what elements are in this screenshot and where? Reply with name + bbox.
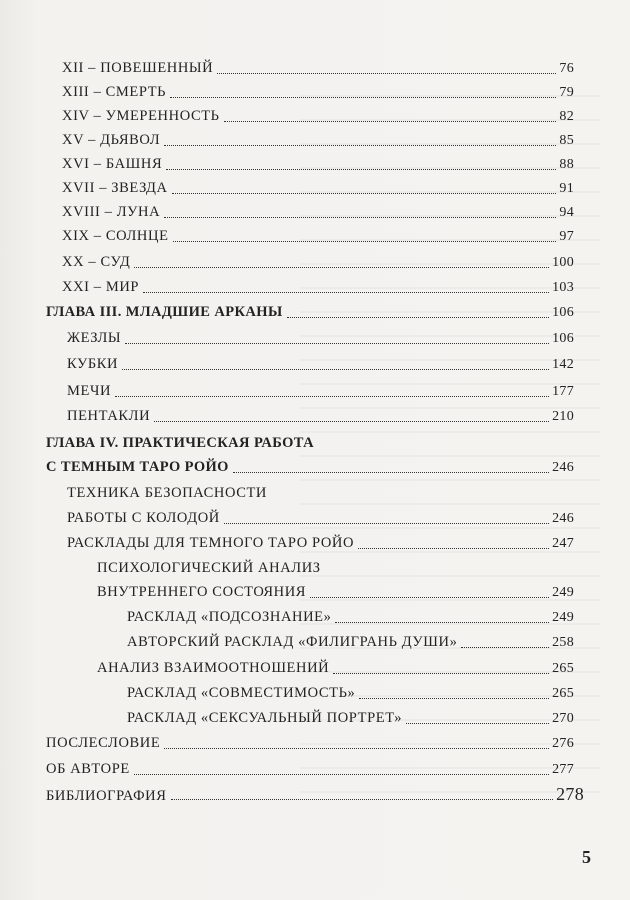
toc-entry-page: 103 [552,280,574,295]
toc-entry-title: XV – ДЬЯВОЛ [62,132,161,148]
page-number: 5 [582,847,591,867]
toc-entry [127,682,574,704]
toc-entry-title: БИБЛИОГРАФИЯ [46,788,167,804]
toc-entry-page: 94 [559,205,574,220]
toc-entry [46,758,574,780]
toc-entry-title: ВНУТРЕННЕГО СОСТОЯНИЯ [97,584,307,600]
toc-entry-page: 142 [552,357,574,372]
toc-entry [46,783,584,805]
toc-chapter-title: ГЛАВА III. МЛАДШИЕ АРКАНЫ [46,304,283,320]
dot-leader [406,723,549,724]
toc-entry [67,380,574,402]
toc-entry-title: XII – ПОВЕШЕННЫЙ [62,60,214,76]
toc-entry-title: ПЕНТАКЛИ [67,408,151,424]
dot-leader [310,597,549,598]
toc-entry-page: 76 [559,61,574,76]
dot-leader [287,317,549,318]
toc-entry-title: РАБОТЫ С КОЛОДОЙ [67,510,220,526]
toc-entry-page: 88 [559,157,574,172]
dot-leader [172,193,557,194]
toc-entry [62,177,574,199]
toc-entry [62,153,574,175]
dot-leader [171,799,554,800]
toc-entry-title: КУБКИ [67,356,119,372]
dot-leader [122,369,549,370]
toc-entry-title: XX – СУД [62,254,131,270]
dot-leader [461,647,549,648]
toc-entry [67,327,574,349]
toc-entry-title: РАСКЛАД «СОВМЕСТИМОСТЬ» [127,685,356,701]
toc-entry-page: 277 [552,762,574,777]
toc-entry [46,732,574,754]
toc-entry-page: 258 [552,635,574,650]
toc-entry [97,581,574,603]
dot-leader [164,217,556,218]
dot-leader [359,698,549,699]
toc-entry-page: 106 [552,331,574,346]
toc-entry-title: XIV – УМЕРЕННОСТЬ [62,108,220,124]
toc-entry-title: ТЕХНИКА БЕЗОПАСНОСТИ [67,485,268,501]
toc-entry-title: РАСКЛАДЫ ДЛЯ ТЕМНОГО ТАРО РОЙО [67,535,355,551]
toc-entry [97,657,574,679]
dot-leader [224,121,557,122]
toc-chapter [46,301,574,323]
toc-chapter [46,456,574,478]
dot-leader [333,673,549,674]
dot-leader [125,343,549,344]
dot-leader [224,523,549,524]
toc-entry-page: 106 [552,305,574,320]
toc-chapter-title: ГЛАВА IV. ПРАКТИЧЕСКАЯ РАБОТА [46,435,315,451]
toc-entry [62,129,574,151]
toc-entry [62,251,574,273]
toc-entry-page: 246 [552,511,574,526]
toc-entry [67,507,574,529]
toc-entry [62,57,574,79]
toc-entry-page: 82 [559,109,574,124]
toc-entry-title: РАСКЛАД «СЕКСУАЛЬНЫЙ ПОРТРЕТ» [127,710,403,726]
toc-entry-page: 85 [559,133,574,148]
toc-entry [62,201,574,223]
toc-entry-page: 249 [552,585,574,600]
toc-entry-page: 246 [552,460,574,475]
dot-leader [134,267,549,268]
toc-entry-page: 265 [552,686,574,701]
toc-entry [62,225,574,247]
dot-leader [335,622,549,623]
toc-entry-page: 91 [559,181,574,196]
toc-entry-page: 97 [559,229,574,244]
toc-entry [62,81,574,103]
dot-leader [115,396,549,397]
toc-entry-page: 79 [559,85,574,100]
dot-leader [143,292,549,293]
toc-entry [67,405,574,427]
toc-entry-title: РАСКЛАД «ПОДСОЗНАНИЕ» [127,609,332,625]
toc-entry-title: ПОСЛЕСЛОВИЕ [46,735,161,751]
toc-entry [127,707,574,729]
toc-entry-title: АВТОРСКИЙ РАСКЛАД «ФИЛИГРАНЬ ДУШИ» [127,634,458,650]
toc-chapter-title: С ТЕМНЫМ ТАРО РОЙО [46,459,229,475]
toc-entry [67,532,574,554]
toc-entry-title: XVII – ЗВЕЗДА [62,180,168,196]
toc-entry [62,276,574,298]
toc-entry-title: АНАЛИЗ ВЗАИМООТНОШЕНИЙ [97,660,330,676]
dot-leader [166,169,556,170]
toc-entry-page: 177 [552,384,574,399]
toc-entry-title: МЕЧИ [67,383,112,399]
toc-entry-title: XVIII – ЛУНА [62,204,161,220]
toc-entry-title: XVI – БАШНЯ [62,156,163,172]
toc-entry-page: 276 [552,736,574,751]
dot-leader [173,241,557,242]
toc-entry-title: XXI – МИР [62,279,140,295]
toc-entry-title: ПСИХОЛОГИЧЕСКИЙ АНАЛИЗ [97,560,321,576]
toc-entry-title: ОБ АВТОРЕ [46,761,130,777]
toc-entry-title: XIX – СОЛНЦЕ [62,228,169,244]
toc-entry [127,631,574,653]
dot-leader [217,73,556,74]
toc-entry [67,353,574,375]
toc-entry-page: 278 [556,784,584,804]
dot-leader [164,145,556,146]
toc-entry [127,606,574,628]
toc-entry-page: 249 [552,610,574,625]
dot-leader [233,472,549,473]
toc-entry-page: 270 [552,711,574,726]
dot-leader [154,421,549,422]
dot-leader [358,548,549,549]
toc-entry-page: 100 [552,255,574,270]
toc-entry [62,105,574,127]
toc-entry-page: 265 [552,661,574,676]
dot-leader [134,774,549,775]
dot-leader [164,748,549,749]
toc-entry-title: ЖЕЗЛЫ [67,330,122,346]
toc-entry-page: 210 [552,409,574,424]
toc-entry-title: XIII – СМЕРТЬ [62,84,167,100]
dot-leader [170,97,556,98]
toc-entry-page: 247 [552,536,574,551]
